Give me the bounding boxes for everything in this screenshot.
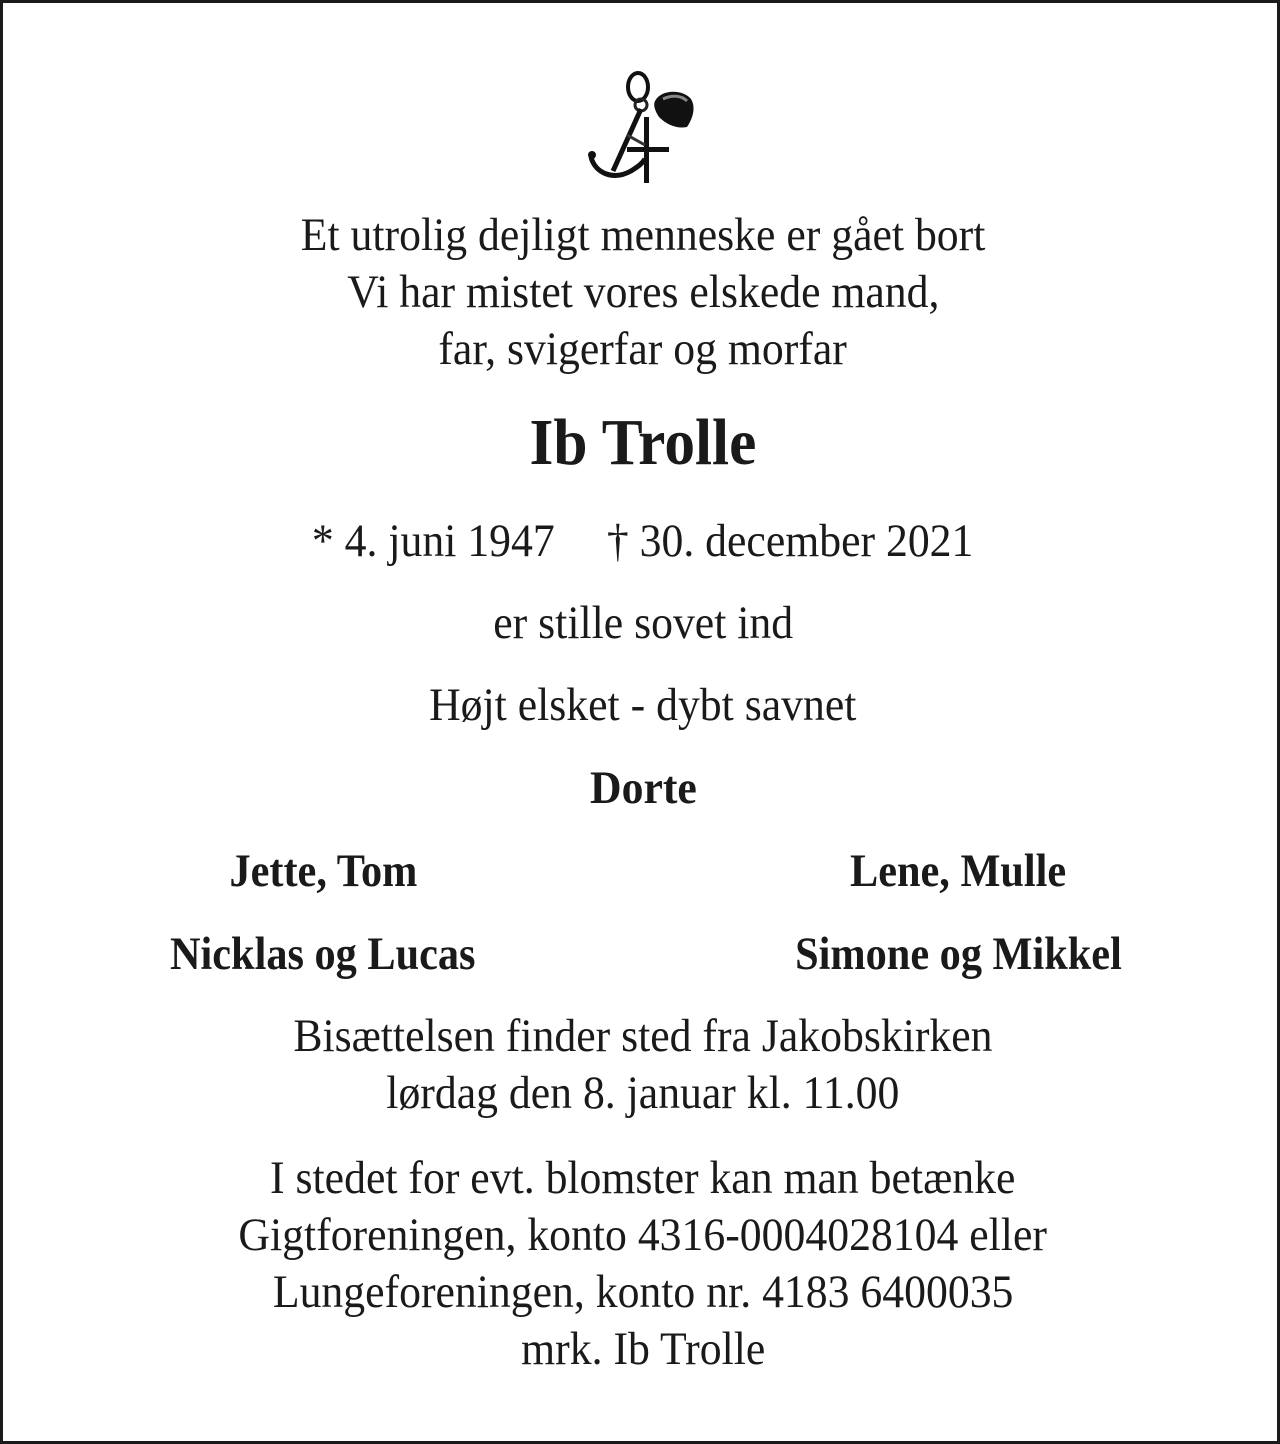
family-left-2: Nicklas og Lucas (170, 928, 476, 980)
deceased-name: Ib Trolle (529, 406, 757, 479)
life-dates (3, 513, 1280, 569)
donation-line-1: I stedet for evt. blomster kan man betænke (270, 1152, 1016, 1204)
donation-line-3: Lungeforeningen, konto nr. 4183 6400035 (272, 1266, 1014, 1318)
intro-line-3: far, svigerfar og morfar (438, 323, 848, 375)
funeral-line-1: Bisættelsen finder sted fra Jakobskirken (293, 1010, 993, 1062)
intro-line-2: Vi har mistet vores elskede mand, (346, 266, 940, 318)
intro-line-1: Et utrolig dejligt menneske er gået bort (300, 209, 986, 261)
family-right-1: Lene, Mulle (849, 845, 1067, 897)
faith-hope-love-icon (583, 65, 703, 187)
funeral-line-2: lørdag den 8. januar kl. 11.00 (386, 1067, 900, 1119)
family-left-1: Jette, Tom (229, 845, 417, 897)
spouse-name: Dorte (589, 762, 697, 814)
donation-line-2: Gigtforeningen, konto 4316-0004028104 eller (238, 1209, 1048, 1261)
death-date: † 30. december 2021 (607, 515, 974, 567)
birth-date: * 4. juni 1947 (312, 515, 556, 567)
family-right-2: Simone og Mikkel (794, 928, 1122, 980)
passed-phrase: er stille sovet ind (493, 597, 793, 649)
donation-line-4: mrk. Ib Trolle (520, 1323, 766, 1375)
loved-phrase: Højt elsket - dybt savnet (429, 679, 857, 731)
